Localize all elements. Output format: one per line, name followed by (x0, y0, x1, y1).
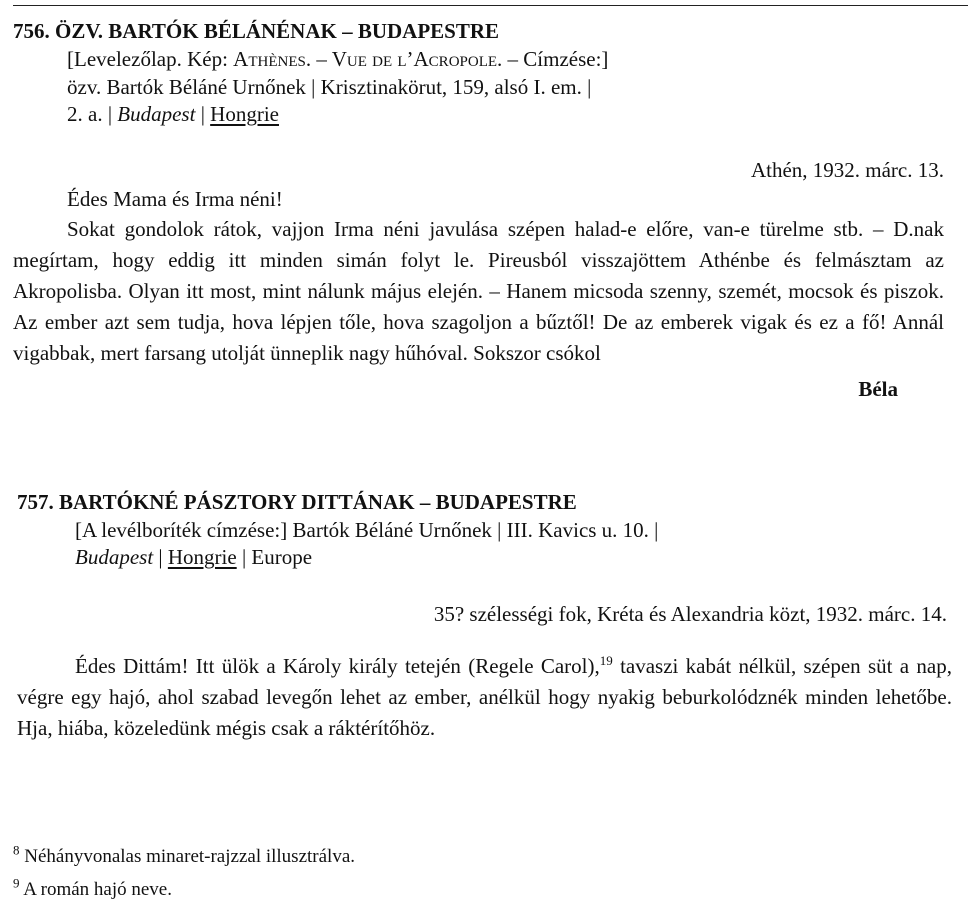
separator: | (195, 102, 211, 126)
address-country: Hongrie (210, 102, 279, 126)
entry-756-number: 756. (13, 19, 50, 43)
entry-757-header-line1: [A levélboríték címzése:] Bartók Béláné Urnőnek | III. Kavics u. 10. | (75, 518, 659, 542)
address-city: Budapest (117, 102, 196, 126)
top-rule (13, 5, 968, 6)
footnote-mark: 8 (13, 842, 20, 858)
entry-756-signature: Béla (858, 377, 898, 401)
address-continent: | Europe (236, 545, 313, 569)
entry-757-number: 757. (17, 490, 54, 514)
header-text: [Levelezőlap. Kép: (67, 47, 234, 71)
entry-756-salutation: Édes Mama és Irma néni! (67, 187, 283, 211)
footnote-8 (13, 842, 356, 869)
address-country: Hongrie (167, 545, 237, 569)
entry-756-header-line2: özv. Bartók Béláné Urnőnek | Krisztinakörut, 159, alsó I. em. | (67, 75, 592, 99)
entry-756-body: Sokat gondolok rátok, vajjon Irma néni javulása szépen halad-e előre, van-e türelme stb. – D.nak megírtam, hogy eddig itt minden simán folyt le. Pireusból visszajöttem Athénbe és felmásztam az Akropolisba. Olyan itt most, mint nálunk május elején. – Hanem micsoda szenny, szemét, mocsok és piszok. Az ember azt sem tudja, hova lépjen tőle, hova szagoljon a bűztől! De az emberek vigak és ez a fő! Annál vigabbak, mert farsang utolját ünneplik nagy hűhóval. Sokszor csókol (13, 217, 944, 365)
entry-756-heading (13, 18, 499, 44)
footnote-text: A román hajó neve. (19, 879, 172, 900)
entry-756-dateline: Athén, 1932. márc. 13. (750, 158, 944, 182)
header-text: 2. a. | (67, 102, 118, 126)
body-text: Édes Dittám! Itt ülök a Károly király tetején (Regele Carol), (75, 654, 600, 678)
body-text: tavaszi kabát nélkül, szépen süt a nap, végre egy hajó, ahol szabad levegőn lehet az ember, anélkül hogy nyakig beburkolódznék minden lehetőbe. Hja, hiába, közeledünk mégis csak a ráktérítőhöz. (17, 654, 952, 740)
entry-757-header-line2 (75, 544, 312, 570)
address-city: Budapest (75, 545, 154, 569)
footnote-mark: 9 (13, 875, 20, 891)
entry-757-body (17, 651, 952, 744)
entry-757-heading (17, 489, 577, 515)
picture-caption: Athènes. – Vue de l’Acropole. (233, 47, 503, 71)
footnote-ref: 19 (599, 653, 613, 668)
header-text: – Címzése:] (502, 47, 609, 71)
entry-756-header-line1 (67, 46, 608, 72)
footnote-text: Néhányvonalas minaret-rajzzal illusztrálva. (19, 846, 356, 867)
entry-756-title: ÖZV. BARTÓK BÉLÁNÉNAK – BUDAPESTRE (55, 19, 500, 43)
entry-756-header-line3 (67, 101, 279, 127)
separator: | (153, 545, 168, 569)
footnote-9 (13, 875, 172, 902)
entry-757-title: BARTÓKNÉ PÁSZTORY DITTÁNAK – BUDAPESTRE (59, 490, 577, 514)
entry-757-dateline: 35? szélességi fok, Kréta és Alexandria közt, 1932. márc. 14. (433, 602, 947, 626)
